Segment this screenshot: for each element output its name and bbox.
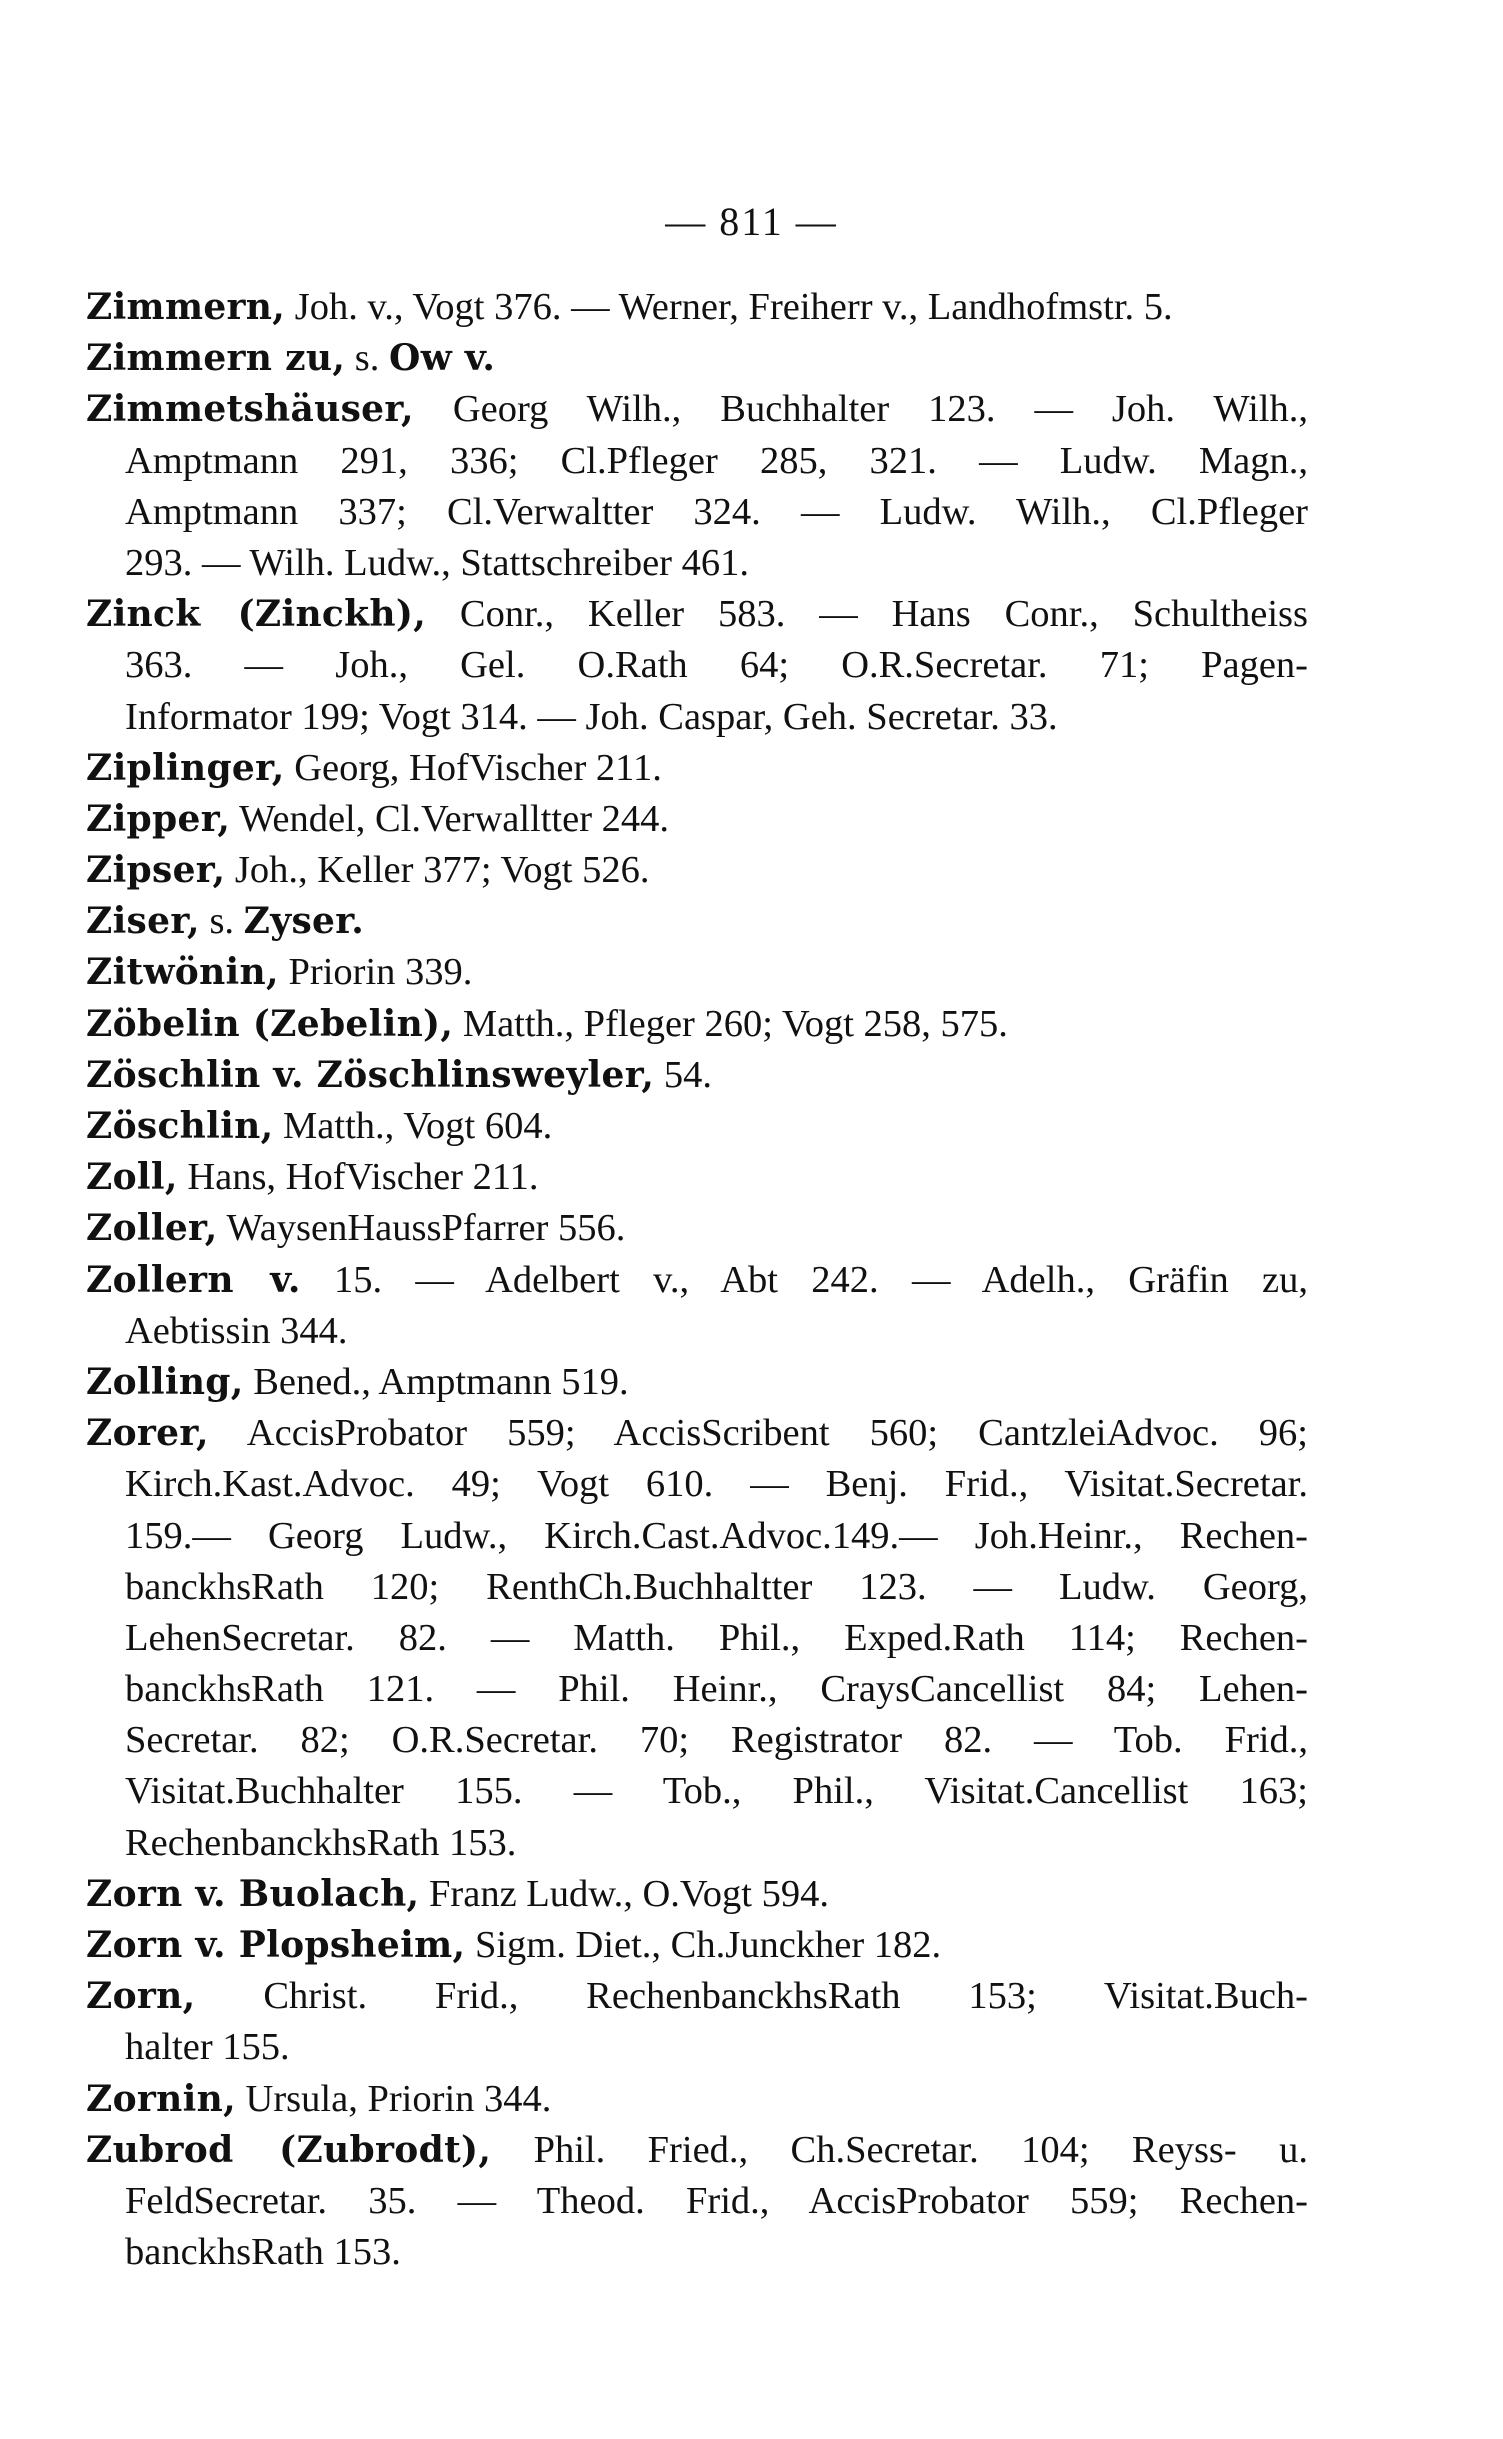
entry-text: s. (199, 900, 244, 943)
entry-first-line (86, 2125, 1308, 2176)
register-entries (86, 282, 1308, 2278)
entry-text: 15. — Adelbert v., Abt 242. — Adelh., Gräfin zu, (300, 1258, 1308, 1301)
register-entry (86, 1971, 1308, 2073)
entry-headword: Ziser, (86, 900, 200, 943)
register-entry (86, 999, 1308, 1050)
entry-headword: Zorn v. Plopsheim, (86, 1924, 466, 1966)
entry-headword: Ziplinger, (86, 746, 285, 789)
register-entry (86, 1050, 1308, 1101)
register-entry (86, 2125, 1308, 2279)
entry-headword: Zoller, (86, 1207, 218, 1250)
entry-text: Wendel, Cl.Verwalltter 244. (230, 797, 670, 840)
entry-continuation-line (125, 436, 1308, 487)
register-entry (86, 282, 1308, 333)
entry-continuation-line (125, 1511, 1308, 1562)
entry-text: Christ. Frid., RechenbanckhsRath 153; Visitat.Buch- (195, 1975, 1308, 2018)
entry-text: Kirch.Kast.Advoc. 49; Vogt 610. — Benj. Frid., Visitat.Secretar. (125, 1463, 1308, 1506)
entry-text: Visitat.Buchhalter 155. — Tob., Phil., Visitat.Cancellist 163; (125, 1770, 1308, 1813)
entry-text: Joh. v., Vogt 376. — Werner, Freiherr v., Landhofmstr. 5. (285, 286, 1173, 328)
register-entry (86, 1920, 1308, 1971)
register-entry (86, 1255, 1308, 1357)
entry-text: 159.— Georg Ludw., Kirch.Cast.Advoc.149.— Joh.Heinr., Rechen- (125, 1514, 1308, 1557)
entry-text: Informator 199; Vogt 314. — Joh. Caspar, Geh. Secretar. 33. (125, 695, 1058, 738)
entry-text: Conr., Keller 583. — Hans Conr., Schultheiss (426, 593, 1308, 636)
register-entry (86, 947, 1308, 998)
entry-headword: Zimmetshäuser, (86, 388, 414, 431)
entry-headword: Zipser, (86, 849, 226, 892)
entry-text: Priorin 339. (278, 951, 473, 994)
entry-continuation-line (125, 1818, 1308, 1869)
entry-continuation-line (125, 1664, 1308, 1715)
entry-continuation-line (125, 2227, 1308, 2278)
entry-text: 293. — Wilh. Ludw., Stattschreiber 461. (125, 541, 749, 584)
register-entry (86, 1203, 1308, 1254)
entry-text: Matth., Pfleger 260; Vogt 258, 575. (453, 1002, 1008, 1045)
register-entry (86, 896, 1308, 947)
entry-headword: Zitwönin, (86, 951, 279, 994)
entry-text: Franz Ludw., O.Vogt 594. (419, 1872, 829, 1915)
entry-text: Phil. Fried., Ch.Secretar. 104; Reyss- u. (491, 2128, 1308, 2171)
entry-first-line (86, 1408, 1308, 1459)
entry-headword: Zornin, (86, 2077, 236, 2120)
entry-text: banckhsRath 120; RenthCh.Buchhaltter 123. — Ludw. Georg, (125, 1565, 1308, 1608)
register-entry (86, 1869, 1308, 1920)
entry-first-line (86, 947, 1308, 998)
register-entry (86, 1152, 1308, 1203)
entry-continuation-line (125, 1715, 1308, 1766)
entry-continuation-line (125, 692, 1308, 743)
entry-headword: Zimmern, (86, 286, 286, 328)
entry-first-line (86, 794, 1308, 845)
entry-text: FeldSecretar. 35. — Theod. Frid., AccisProbator 559; Rechen- (125, 2179, 1308, 2222)
entry-text: Sigm. Diet., Ch.Junckher 182. (465, 1924, 942, 1966)
entry-text: Matth., Vogt 604. (273, 1105, 553, 1147)
entry-text: Georg Wilh., Buchhalter 123. — Joh. Wilh., (413, 388, 1308, 431)
entry-headword: Zipper, (86, 797, 231, 840)
entry-headword: Zöschlin, (86, 1105, 274, 1147)
register-entry (86, 794, 1308, 845)
entry-first-line (86, 1255, 1308, 1306)
register-entry (86, 845, 1308, 896)
entry-text: WaysenHaussPfarrer 556. (217, 1207, 626, 1250)
register-entry (86, 1357, 1308, 1408)
entry-headword: Zorn v. Buolach, (86, 1872, 420, 1915)
entry-headword: Zoll, (86, 1156, 178, 1199)
entry-text: Secretar. 82; O.R.Secretar. 70; Registrator 82. — Tob. Frid., (125, 1719, 1308, 1762)
entry-headword: Zyser. (243, 900, 365, 943)
entry-continuation-line (125, 538, 1308, 589)
register-entry (86, 1101, 1308, 1152)
entry-continuation-line (125, 2176, 1308, 2227)
entry-headword: Zinck (Zinckh), (86, 593, 427, 636)
entry-first-line (86, 333, 1308, 384)
entry-text: 54. (654, 1053, 712, 1096)
entry-headword: Zorn, (86, 1975, 196, 2018)
entry-text: banckhsRath 121. — Phil. Heinr., CraysCancellist 84; Lehen- (125, 1668, 1308, 1711)
entry-first-line (86, 1357, 1308, 1408)
entry-first-line (86, 743, 1308, 794)
entry-text: Joh., Keller 377; Vogt 526. (225, 849, 650, 892)
entry-text: Georg, HofVischer 211. (284, 746, 662, 789)
entry-text: Bened., Amptmann 519. (243, 1360, 629, 1403)
entry-continuation-line (125, 487, 1308, 538)
entry-first-line (86, 282, 1308, 333)
register-entry (86, 2074, 1308, 2125)
entry-first-line (86, 1050, 1308, 1101)
entry-first-line (86, 1203, 1308, 1254)
entry-text: Aebtissin 344. (125, 1309, 348, 1352)
entry-text: Hans, HofVischer 211. (177, 1156, 539, 1199)
entry-first-line (86, 589, 1308, 640)
entry-headword: Zolling, (86, 1360, 244, 1403)
entry-continuation-line (125, 1766, 1308, 1817)
entry-first-line (86, 999, 1308, 1050)
entry-continuation-line (125, 1306, 1308, 1357)
entry-text: RechenbanckhsRath 153. (125, 1821, 517, 1864)
entry-headword: Zimmern zu, (86, 337, 346, 380)
entry-text: AccisProbator 559; AccisScribent 560; CantzleiAdvoc. 96; (208, 1412, 1308, 1455)
entry-headword: Zöbelin (Zebelin), (86, 1002, 454, 1045)
entry-text: Amptmann 337; Cl.Verwaltter 324. — Ludw. Wilh., Cl.Pfleger (125, 490, 1308, 533)
entry-first-line (86, 2074, 1308, 2125)
page-number: — 811 — (665, 199, 838, 244)
entry-headword: Zubrod (Zubrodt), (86, 2128, 492, 2171)
entry-continuation-line (125, 1562, 1308, 1613)
entry-text: Ursula, Priorin 344. (235, 2077, 552, 2120)
entry-continuation-line (125, 1459, 1308, 1510)
register-entry (86, 384, 1308, 589)
entry-first-line (86, 1920, 1308, 1971)
entry-first-line (86, 1101, 1308, 1152)
entry-text: Amptmann 291, 336; Cl.Pfleger 285, 321. — Ludw. Magn., (125, 439, 1308, 482)
entry-text: halter 155. (125, 2026, 290, 2069)
entry-continuation-line (125, 640, 1308, 691)
entry-text: 363. — Joh., Gel. O.Rath 64; O.R.Secretar. 71; Pagen- (125, 644, 1308, 687)
entry-first-line (86, 896, 1308, 947)
entry-first-line (86, 1971, 1308, 2022)
register-entry (86, 333, 1308, 384)
entry-first-line (86, 845, 1308, 896)
entry-text: LehenSecretar. 82. — Matth. Phil., Exped.Rath 114; Rechen- (125, 1616, 1308, 1659)
entry-headword: Zöschlin v. Zöschlinsweyler, (86, 1053, 655, 1096)
entry-continuation-line (125, 2022, 1308, 2073)
register-entry (86, 589, 1308, 743)
entry-first-line (86, 1152, 1308, 1203)
entry-continuation-line (125, 1613, 1308, 1664)
register-entry (86, 1408, 1308, 1869)
entry-headword: Ow v. (389, 337, 496, 380)
register-entry (86, 743, 1308, 794)
entry-text: banckhsRath 153. (125, 2231, 401, 2274)
entry-headword: Zorer, (86, 1412, 209, 1455)
entry-first-line (86, 1869, 1308, 1920)
entry-headword: Zollern v. (86, 1258, 301, 1301)
entry-first-line (86, 384, 1308, 435)
entry-text: s. (345, 337, 390, 380)
